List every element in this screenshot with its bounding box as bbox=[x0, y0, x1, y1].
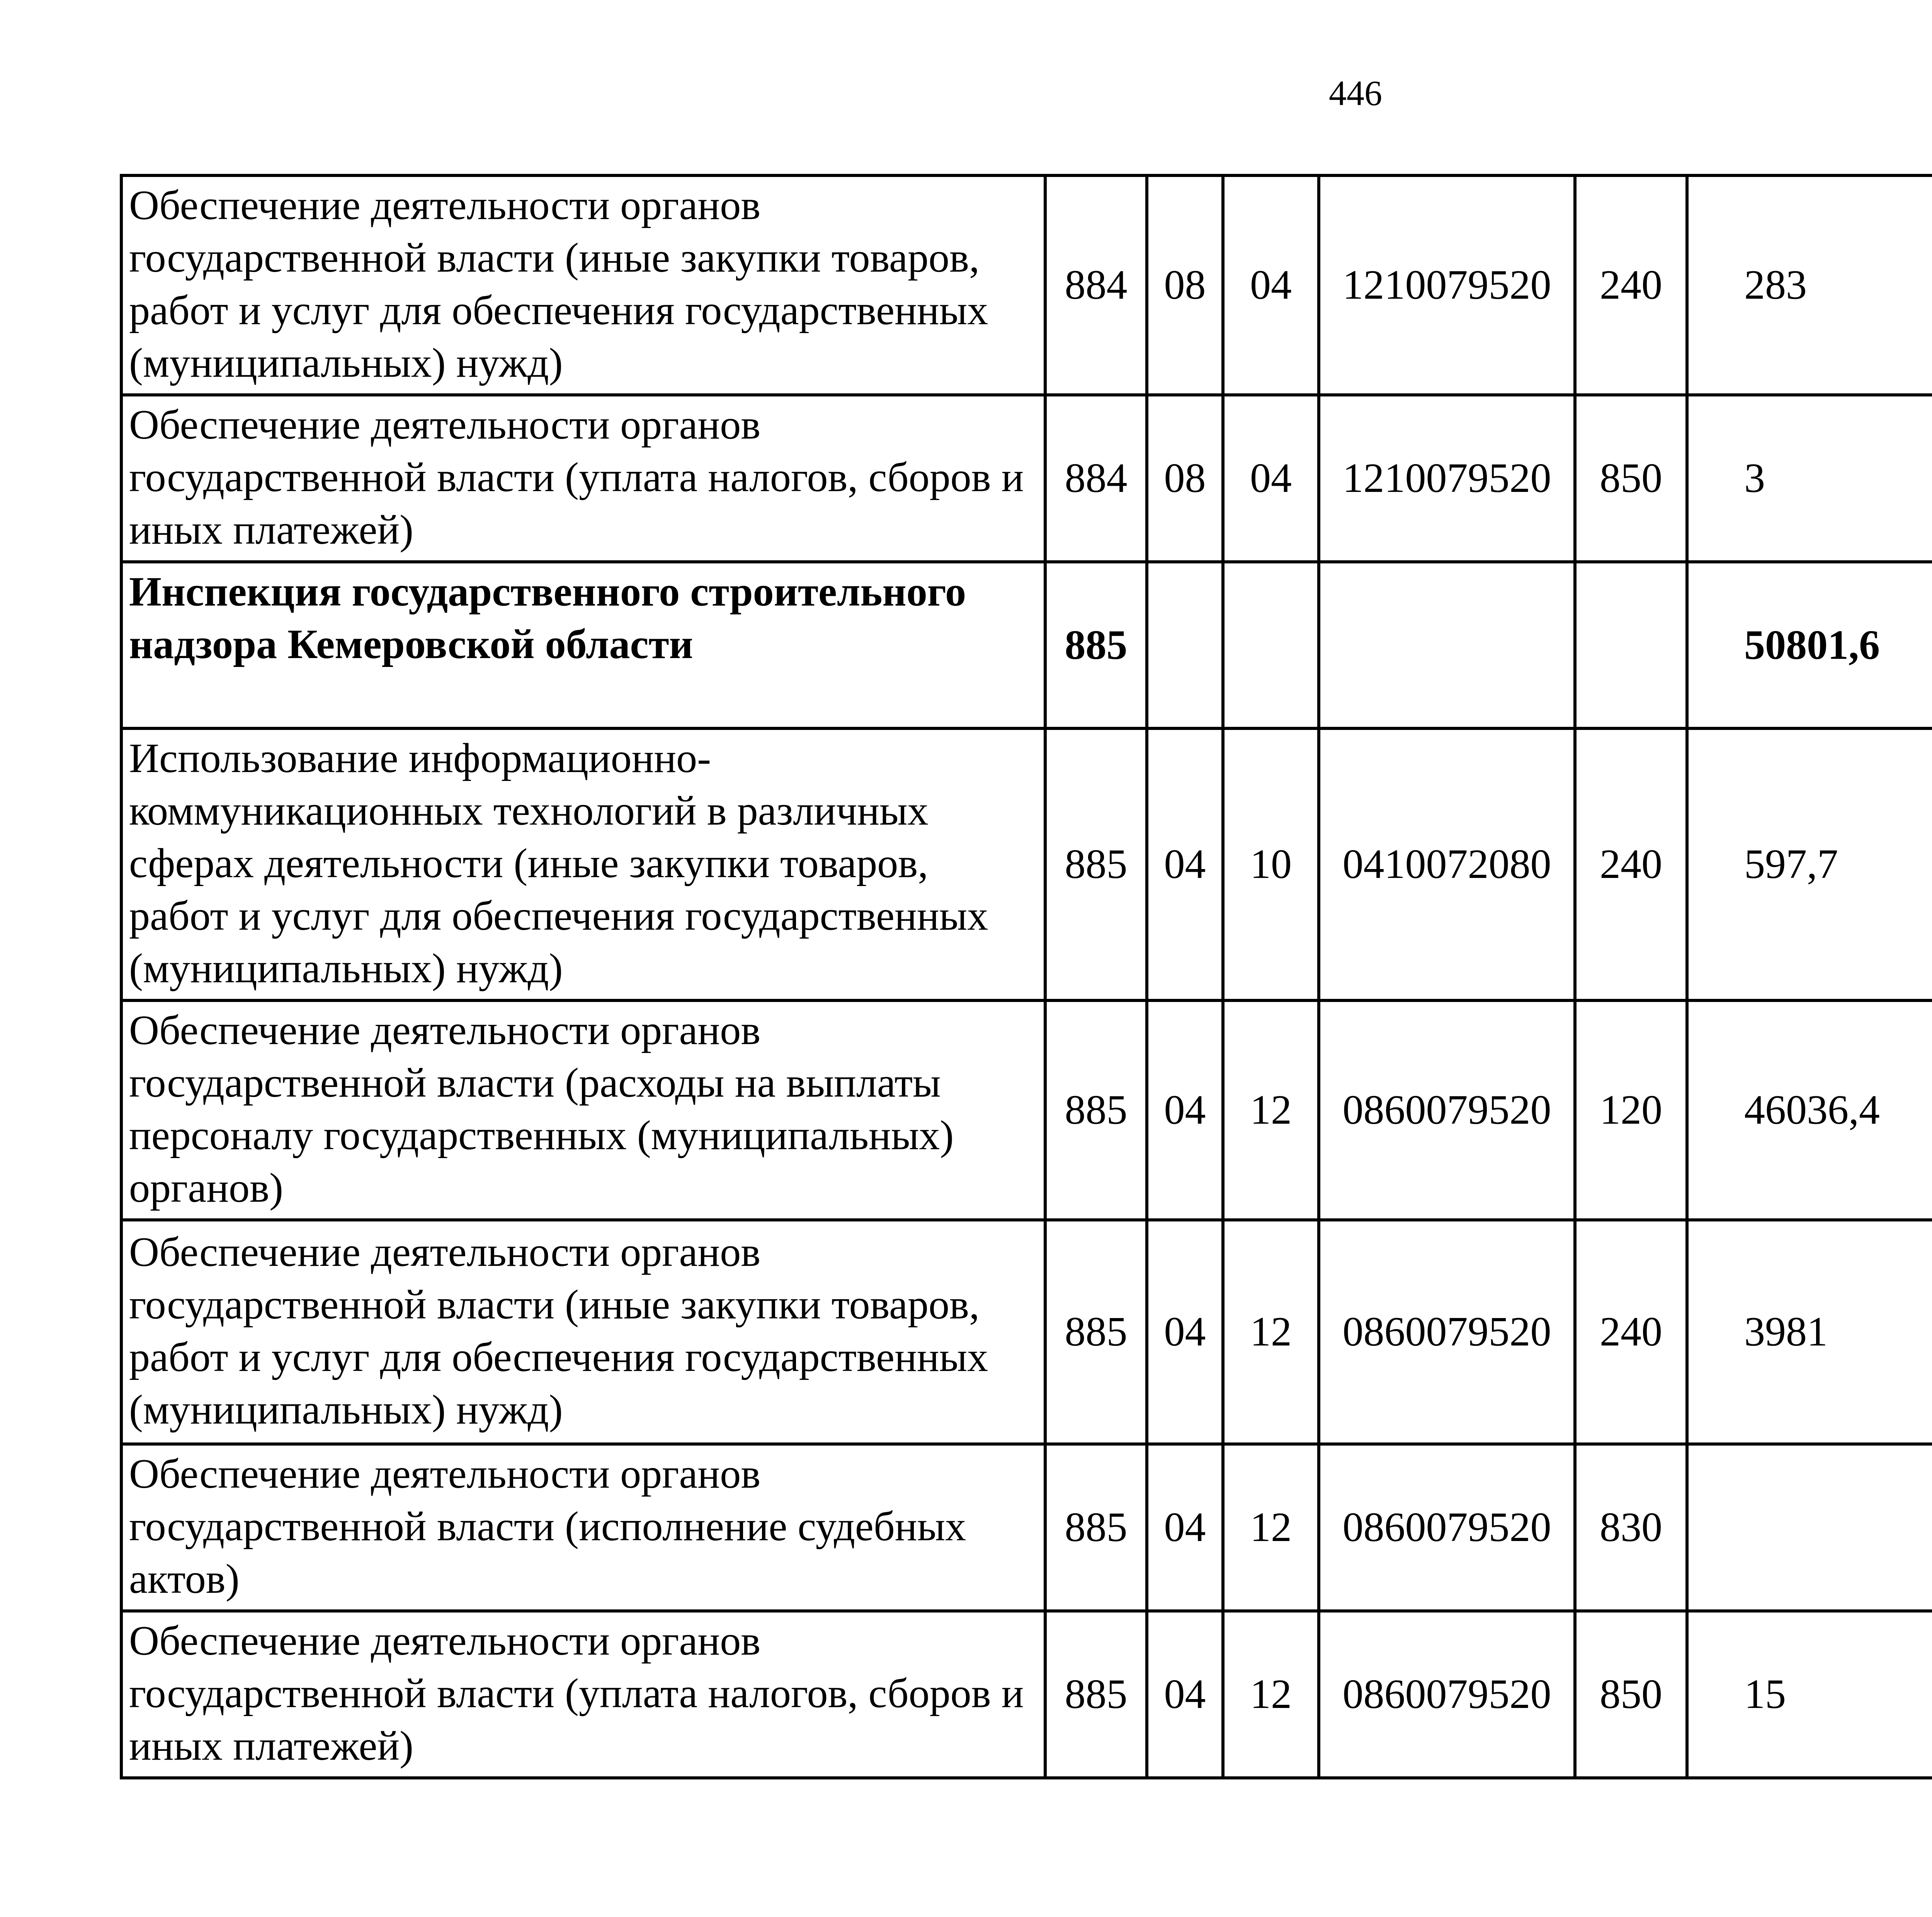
row-name: Обеспечение деятельности органов государственной власти (расходы на выплаты персоналу государственных (муниципальных) органов) bbox=[121, 1000, 1045, 1220]
row-ved: 885 bbox=[1045, 1444, 1147, 1611]
row-rz: 04 bbox=[1147, 1000, 1223, 1220]
row-csr: 1210079520 bbox=[1319, 395, 1575, 562]
table-row bbox=[121, 1220, 1932, 1444]
row-rz: 08 bbox=[1147, 395, 1223, 562]
page-number: 446 bbox=[1329, 73, 1382, 113]
row-ved: 885 bbox=[1045, 562, 1147, 728]
row-rz: 04 bbox=[1147, 1220, 1223, 1444]
row-pr bbox=[1223, 562, 1319, 728]
row-sum-1: 15 bbox=[1687, 1611, 1932, 1778]
row-vr: 830 bbox=[1575, 1444, 1687, 1611]
row-sum-1: 3 bbox=[1687, 395, 1932, 562]
table-row bbox=[121, 728, 1932, 1000]
row-csr: 1210079520 bbox=[1319, 175, 1575, 395]
row-name: Обеспечение деятельности органов государственной власти (иные закупки товаров, работ и услуг для обеспечения государственных (муниципальных) нужд) bbox=[121, 1220, 1045, 1444]
row-pr: 12 bbox=[1223, 1220, 1319, 1444]
row-name: Обеспечение деятельности органов государственной власти (уплата налогов, сборов и иных платежей) bbox=[121, 1611, 1045, 1778]
row-name: Обеспечение деятельности органов государственной власти (иные закупки товаров, работ и услуг для обеспечения государственных (муниципальных) нужд) bbox=[121, 175, 1045, 395]
row-vr: 120 bbox=[1575, 1000, 1687, 1220]
row-vr: 240 bbox=[1575, 1220, 1687, 1444]
table-row-organization bbox=[121, 562, 1932, 728]
row-pr: 10 bbox=[1223, 728, 1319, 1000]
row-ved: 884 bbox=[1045, 395, 1147, 562]
row-vr bbox=[1575, 562, 1687, 728]
row-vr: 240 bbox=[1575, 175, 1687, 395]
table-row bbox=[121, 1000, 1932, 1220]
row-pr: 12 bbox=[1223, 1000, 1319, 1220]
row-pr: 04 bbox=[1223, 175, 1319, 395]
row-ved: 885 bbox=[1045, 1611, 1147, 1778]
row-ved: 885 bbox=[1045, 728, 1147, 1000]
table-row bbox=[121, 1444, 1932, 1611]
row-csr: 0860079520 bbox=[1319, 1444, 1575, 1611]
row-sum-1: 3981 bbox=[1687, 1220, 1932, 1444]
row-csr: 0860079520 bbox=[1319, 1000, 1575, 1220]
table-row bbox=[121, 1611, 1932, 1778]
row-sum-1: 50801,6 bbox=[1687, 562, 1932, 728]
row-rz: 08 bbox=[1147, 175, 1223, 395]
row-pr: 12 bbox=[1223, 1444, 1319, 1611]
budget-table bbox=[120, 174, 1932, 1779]
row-name: Инспекция государственного строительного надзора Кемеровской области bbox=[121, 562, 1045, 728]
row-name: Использование информационно-коммуникационных технологий в различных сферах деятельности (иные закупки товаров, работ и услуг для обеспечения государственных (муниципальных) нужд) bbox=[121, 728, 1045, 1000]
row-vr: 240 bbox=[1575, 728, 1687, 1000]
row-sum-1: 283 bbox=[1687, 175, 1932, 395]
row-csr bbox=[1319, 562, 1575, 728]
row-csr: 0860079520 bbox=[1319, 1220, 1575, 1444]
row-rz: 04 bbox=[1147, 1611, 1223, 1778]
row-sum-1: 597,7 bbox=[1687, 728, 1932, 1000]
row-ved: 884 bbox=[1045, 175, 1147, 395]
row-ved: 885 bbox=[1045, 1220, 1147, 1444]
table-row bbox=[121, 175, 1932, 395]
row-csr: 0410072080 bbox=[1319, 728, 1575, 1000]
row-sum-1 bbox=[1687, 1444, 1932, 1611]
row-vr: 850 bbox=[1575, 395, 1687, 562]
row-rz bbox=[1147, 562, 1223, 728]
row-rz: 04 bbox=[1147, 1444, 1223, 1611]
row-pr: 12 bbox=[1223, 1611, 1319, 1778]
row-pr: 04 bbox=[1223, 395, 1319, 562]
row-rz: 04 bbox=[1147, 728, 1223, 1000]
row-sum-1: 46036,4 bbox=[1687, 1000, 1932, 1220]
row-ved: 885 bbox=[1045, 1000, 1147, 1220]
row-name: Обеспечение деятельности органов государственной власти (исполнение судебных актов) bbox=[121, 1444, 1045, 1611]
row-vr: 850 bbox=[1575, 1611, 1687, 1778]
row-name: Обеспечение деятельности органов государственной власти (уплата налогов, сборов и иных платежей) bbox=[121, 395, 1045, 562]
table-row bbox=[121, 395, 1932, 562]
row-csr: 0860079520 bbox=[1319, 1611, 1575, 1778]
